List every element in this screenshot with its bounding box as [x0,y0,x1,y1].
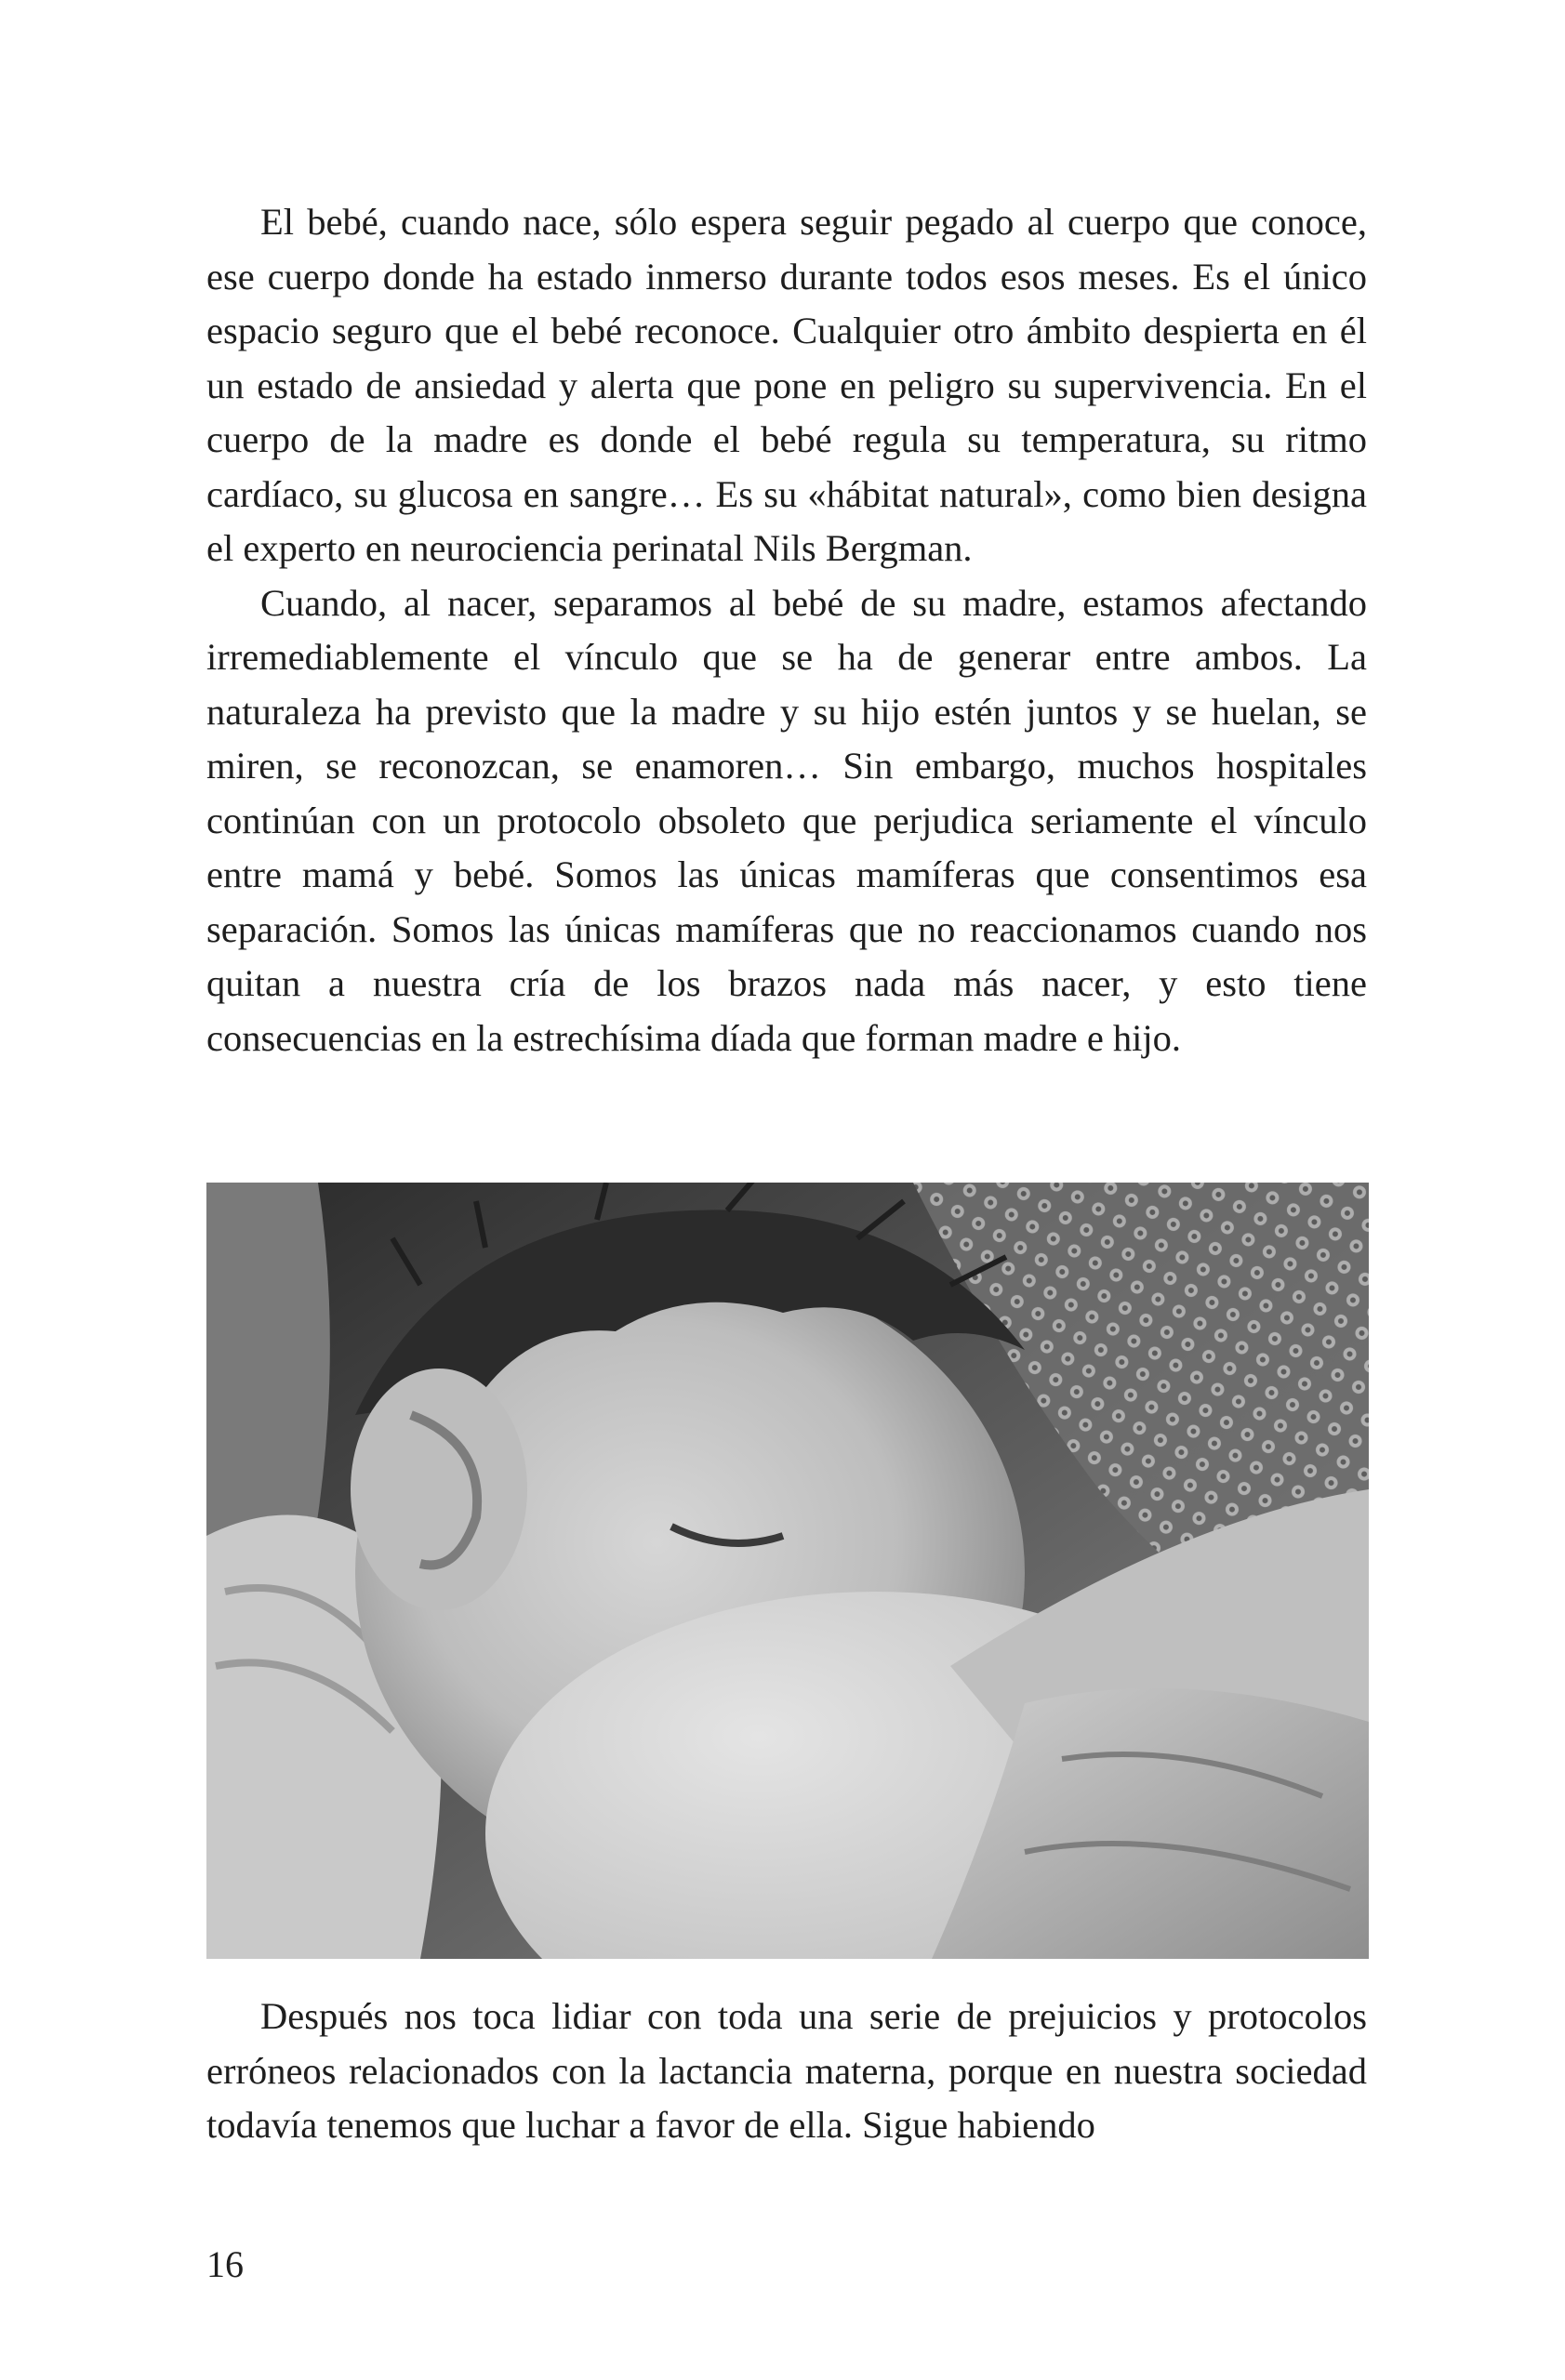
paragraph-2: Cuando, al nacer, separamos al bebé de su madre, estamos afectando irremediablemente el vínculo que se ha de generar entre ambos. La naturaleza ha previsto que la madre y su hijo estén juntos y se huelan, se miren, se reconozcan, se enamoren… Sin embargo, muchos hospitales continúan con un protocolo obsoleto que perjudica seriamente el vínculo entre mamá y bebé. Somos las únicas mamíferas que consentimos esa separación. Somos las únicas mamíferas que no reaccionamos cuando nos quitan a nuestra cría de los brazos nada más nacer, y esto tiene consecuencias en la estrechísima díada que forman madre e hijo. [206,581,1367,1059]
page-number: 16 [206,2243,244,2285]
paragraph-3: Después nos toca lidiar con toda una serie de prejuicios y protocolos erróneos relacionados con la lactancia materna, porque en nuestra sociedad todavía tenemos que luchar a favor de ella. Sigue habiendo [206,1995,1367,2146]
sleeping-baby-photo [206,1183,1369,1959]
body-text-top [206,195,1367,1065]
paragraph-1: El bebé, cuando nace, sólo espera seguir pegado al cuerpo que conoce, ese cuerpo donde ha estado inmerso durante todos esos meses. Es el único espacio seguro que el bebé reconoce. Cualquier otro ámbito despierta en él un estado de ansiedad y alerta que pone en peligro su supervivencia. En el cuerpo de la madre es donde el bebé regula su temperatura, su ritmo cardíaco, su glucosa en sangre… Es su «hábitat natural», como bien designa el experto en neurociencia perinatal Nils Bergman. [206,201,1367,569]
body-text-bottom [206,1990,1367,2153]
